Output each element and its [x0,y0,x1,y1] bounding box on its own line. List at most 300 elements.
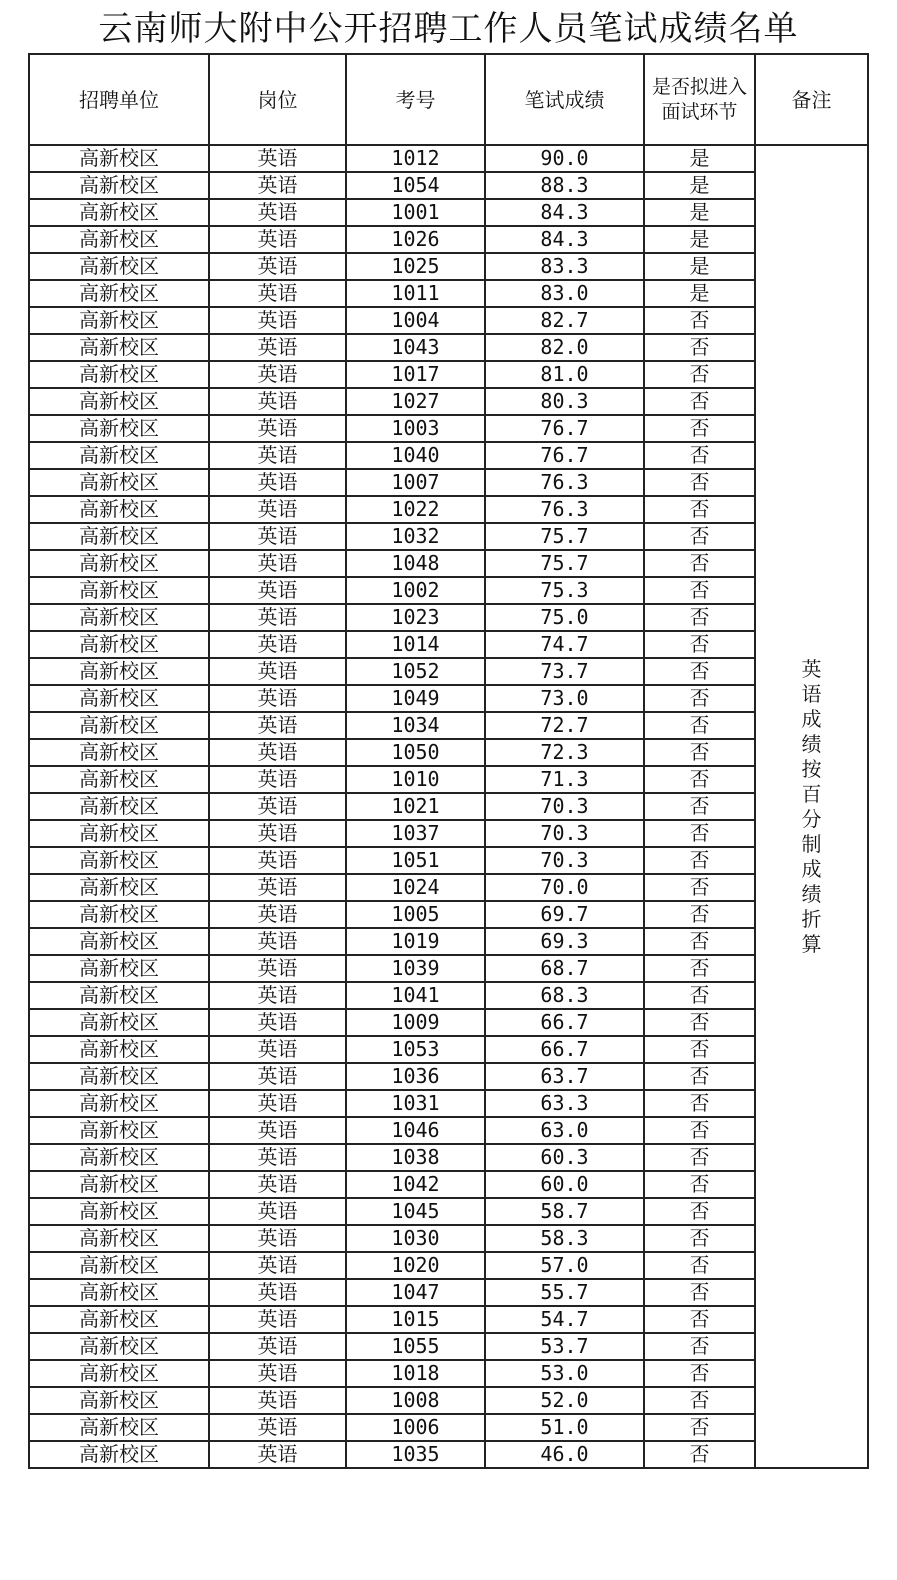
cell-position: 英语 [209,820,346,847]
cell-exam-no: 1051 [346,847,485,874]
cell-unit: 高新校区 [29,928,209,955]
cell-position: 英语 [209,1063,346,1090]
cell-interview: 否 [644,982,755,1009]
cell-score: 73.0 [485,685,644,712]
cell-position: 英语 [209,1279,346,1306]
cell-interview: 否 [644,901,755,928]
table-row [29,145,868,172]
remark-cell [755,145,868,1468]
cell-exam-no: 1010 [346,766,485,793]
table-row [29,1144,868,1171]
cell-interview: 否 [644,334,755,361]
cell-unit: 高新校区 [29,334,209,361]
cell-interview: 是 [644,253,755,280]
cell-exam-no: 1046 [346,1117,485,1144]
cell-interview: 否 [644,469,755,496]
cell-exam-no: 1008 [346,1387,485,1414]
table-row [29,1036,868,1063]
cell-position: 英语 [209,685,346,712]
cell-position: 英语 [209,361,346,388]
cell-score: 66.7 [485,1036,644,1063]
cell-score: 76.3 [485,469,644,496]
cell-unit: 高新校区 [29,1036,209,1063]
cell-unit: 高新校区 [29,739,209,766]
cell-interview: 否 [644,847,755,874]
cell-position: 英语 [209,280,346,307]
cell-position: 英语 [209,1306,346,1333]
cell-score: 84.3 [485,226,644,253]
cell-score: 80.3 [485,388,644,415]
table-row [29,793,868,820]
table-row [29,550,868,577]
cell-interview: 否 [644,1387,755,1414]
cell-interview: 否 [644,685,755,712]
cell-unit: 高新校区 [29,1441,209,1468]
cell-unit: 高新校区 [29,901,209,928]
cell-score: 69.3 [485,928,644,955]
table-row [29,739,868,766]
page-title: 云南师大附中公开招聘工作人员笔试成绩名单 [98,9,799,49]
table-row [29,361,868,388]
table-row [29,982,868,1009]
cell-position: 英语 [209,550,346,577]
cell-position: 英语 [209,1387,346,1414]
cell-interview: 否 [644,1117,755,1144]
table-row [29,307,868,334]
table-row [29,1252,868,1279]
cell-score: 70.3 [485,820,644,847]
cell-interview: 是 [644,280,755,307]
cell-interview: 是 [644,172,755,199]
cell-exam-no: 1037 [346,820,485,847]
cell-unit: 高新校区 [29,712,209,739]
cell-exam-no: 1047 [346,1279,485,1306]
cell-unit: 高新校区 [29,1387,209,1414]
cell-exam-no: 1002 [346,577,485,604]
cell-position: 英语 [209,1036,346,1063]
cell-unit: 高新校区 [29,820,209,847]
cell-score: 52.0 [485,1387,644,1414]
cell-score: 55.7 [485,1279,644,1306]
cell-unit: 高新校区 [29,604,209,631]
table-row [29,577,868,604]
cell-position: 英语 [209,1252,346,1279]
cell-score: 75.7 [485,550,644,577]
cell-position: 英语 [209,1198,346,1225]
cell-interview: 否 [644,1009,755,1036]
cell-exam-no: 1053 [346,1036,485,1063]
cell-unit: 高新校区 [29,631,209,658]
cell-score: 90.0 [485,145,644,172]
cell-score: 54.7 [485,1306,644,1333]
cell-interview: 否 [644,577,755,604]
table-row [29,1225,868,1252]
cell-interview: 否 [644,1279,755,1306]
cell-interview: 否 [644,955,755,982]
cell-unit: 高新校区 [29,469,209,496]
cell-position: 英语 [209,631,346,658]
cell-position: 英语 [209,847,346,874]
cell-unit: 高新校区 [29,874,209,901]
cell-unit: 高新校区 [29,307,209,334]
table-row [29,766,868,793]
cell-score: 63.3 [485,1090,644,1117]
cell-position: 英语 [209,901,346,928]
cell-position: 英语 [209,1225,346,1252]
cell-position: 英语 [209,199,346,226]
cell-unit: 高新校区 [29,1090,209,1117]
cell-unit: 高新校区 [29,1171,209,1198]
cell-position: 英语 [209,334,346,361]
cell-unit: 高新校区 [29,361,209,388]
cell-interview: 否 [644,820,755,847]
cell-interview: 否 [644,1360,755,1387]
cell-score: 46.0 [485,1441,644,1468]
cell-unit: 高新校区 [29,793,209,820]
cell-exam-no: 1045 [346,1198,485,1225]
cell-score: 68.7 [485,955,644,982]
cell-unit: 高新校区 [29,550,209,577]
cell-interview: 否 [644,496,755,523]
table-row [29,496,868,523]
cell-unit: 高新校区 [29,658,209,685]
cell-unit: 高新校区 [29,523,209,550]
cell-interview: 否 [644,766,755,793]
cell-exam-no: 1012 [346,145,485,172]
cell-score: 76.7 [485,415,644,442]
table-row [29,604,868,631]
cell-position: 英语 [209,1360,346,1387]
table-row [29,253,868,280]
cell-interview: 否 [644,1414,755,1441]
cell-exam-no: 1023 [346,604,485,631]
cell-unit: 高新校区 [29,442,209,469]
cell-score: 66.7 [485,1009,644,1036]
cell-score: 82.0 [485,334,644,361]
cell-interview: 否 [644,1306,755,1333]
cell-exam-no: 1038 [346,1144,485,1171]
cell-unit: 高新校区 [29,1144,209,1171]
cell-exam-no: 1039 [346,955,485,982]
table-row [29,1090,868,1117]
cell-exam-no: 1050 [346,739,485,766]
table-row [29,172,868,199]
cell-score: 70.3 [485,793,644,820]
cell-position: 英语 [209,793,346,820]
header-position: 岗位 [209,54,346,145]
cell-position: 英语 [209,1144,346,1171]
cell-score: 63.0 [485,1117,644,1144]
cell-unit: 高新校区 [29,1117,209,1144]
cell-unit: 高新校区 [29,1333,209,1360]
cell-position: 英语 [209,1171,346,1198]
cell-interview: 否 [644,1036,755,1063]
cell-position: 英语 [209,226,346,253]
cell-exam-no: 1042 [346,1171,485,1198]
table-row [29,874,868,901]
cell-interview: 否 [644,388,755,415]
cell-score: 60.0 [485,1171,644,1198]
cell-exam-no: 1003 [346,415,485,442]
cell-interview: 否 [644,928,755,955]
table-row [29,658,868,685]
cell-interview: 否 [644,658,755,685]
header-unit: 招聘单位 [29,54,209,145]
cell-interview: 否 [644,415,755,442]
cell-position: 英语 [209,928,346,955]
cell-position: 英语 [209,955,346,982]
table-row [29,469,868,496]
cell-exam-no: 1032 [346,523,485,550]
cell-position: 英语 [209,577,346,604]
cell-position: 英语 [209,145,346,172]
table-row [29,1117,868,1144]
cell-interview: 否 [644,361,755,388]
cell-unit: 高新校区 [29,280,209,307]
table-row [29,388,868,415]
cell-position: 英语 [209,1090,346,1117]
cell-position: 英语 [209,1009,346,1036]
cell-score: 63.7 [485,1063,644,1090]
cell-score: 71.3 [485,766,644,793]
table-body [29,54,868,1468]
table-row [29,280,868,307]
cell-score: 70.3 [485,847,644,874]
cell-position: 英语 [209,739,346,766]
cell-position: 英语 [209,1333,346,1360]
table-row [29,1387,868,1414]
table-row [29,1171,868,1198]
cell-exam-no: 1015 [346,1306,485,1333]
cell-score: 68.3 [485,982,644,1009]
cell-score: 76.3 [485,496,644,523]
cell-unit: 高新校区 [29,172,209,199]
cell-score: 60.3 [485,1144,644,1171]
cell-exam-no: 1020 [346,1252,485,1279]
cell-score: 70.0 [485,874,644,901]
cell-position: 英语 [209,1117,346,1144]
cell-interview: 是 [644,199,755,226]
cell-exam-no: 1022 [346,496,485,523]
cell-score: 51.0 [485,1414,644,1441]
cell-interview: 否 [644,1333,755,1360]
cell-exam-no: 1007 [346,469,485,496]
table-row [29,1009,868,1036]
cell-score: 72.3 [485,739,644,766]
cell-interview: 否 [644,739,755,766]
cell-exam-no: 1014 [346,631,485,658]
table-row [29,928,868,955]
cell-exam-no: 1025 [346,253,485,280]
table-row [29,1198,868,1225]
cell-position: 英语 [209,253,346,280]
cell-score: 57.0 [485,1252,644,1279]
cell-exam-no: 1027 [346,388,485,415]
cell-score: 81.0 [485,361,644,388]
table-row [29,199,868,226]
cell-unit: 高新校区 [29,577,209,604]
cell-score: 75.7 [485,523,644,550]
table-row [29,901,868,928]
cell-position: 英语 [209,658,346,685]
cell-exam-no: 1026 [346,226,485,253]
cell-exam-no: 1043 [346,334,485,361]
cell-exam-no: 1006 [346,1414,485,1441]
cell-position: 英语 [209,388,346,415]
table-row [29,334,868,361]
cell-exam-no: 1036 [346,1063,485,1090]
cell-position: 英语 [209,712,346,739]
cell-exam-no: 1054 [346,172,485,199]
cell-interview: 否 [644,307,755,334]
cell-score: 53.0 [485,1360,644,1387]
cell-score: 72.7 [485,712,644,739]
cell-exam-no: 1030 [346,1225,485,1252]
cell-interview: 否 [644,1198,755,1225]
cell-score: 83.0 [485,280,644,307]
cell-unit: 高新校区 [29,766,209,793]
cell-score: 88.3 [485,172,644,199]
cell-position: 英语 [209,874,346,901]
cell-unit: 高新校区 [29,1252,209,1279]
table-row [29,1279,868,1306]
cell-exam-no: 1034 [346,712,485,739]
cell-interview: 是 [644,145,755,172]
cell-score: 53.7 [485,1333,644,1360]
cell-position: 英语 [209,523,346,550]
cell-score: 58.3 [485,1225,644,1252]
cell-score: 73.7 [485,658,644,685]
cell-interview: 否 [644,1171,755,1198]
table-row [29,415,868,442]
cell-exam-no: 1011 [346,280,485,307]
cell-exam-no: 1004 [346,307,485,334]
cell-score: 75.0 [485,604,644,631]
cell-position: 英语 [209,766,346,793]
header-interview: 是否拟进入面试环节 [644,54,755,145]
table-row [29,1063,868,1090]
table-row [29,1306,868,1333]
cell-position: 英语 [209,1441,346,1468]
cell-unit: 高新校区 [29,982,209,1009]
cell-score: 83.3 [485,253,644,280]
cell-unit: 高新校区 [29,226,209,253]
cell-unit: 高新校区 [29,496,209,523]
cell-exam-no: 1035 [346,1441,485,1468]
header-remark: 备注 [755,54,868,145]
score-table [28,53,869,1469]
table-row [29,955,868,982]
cell-position: 英语 [209,307,346,334]
cell-unit: 高新校区 [29,1198,209,1225]
cell-exam-no: 1019 [346,928,485,955]
table-row [29,226,868,253]
cell-interview: 否 [644,442,755,469]
cell-exam-no: 1040 [346,442,485,469]
cell-exam-no: 1005 [346,901,485,928]
table-row [29,523,868,550]
cell-score: 75.3 [485,577,644,604]
cell-exam-no: 1021 [346,793,485,820]
table-row [29,442,868,469]
cell-position: 英语 [209,496,346,523]
cell-exam-no: 1024 [346,874,485,901]
cell-unit: 高新校区 [29,1009,209,1036]
table-row [29,1441,868,1468]
cell-score: 84.3 [485,199,644,226]
cell-unit: 高新校区 [29,1360,209,1387]
cell-interview: 否 [644,1144,755,1171]
cell-exam-no: 1052 [346,658,485,685]
cell-interview: 否 [644,874,755,901]
cell-unit: 高新校区 [29,1306,209,1333]
cell-interview: 否 [644,1441,755,1468]
cell-unit: 高新校区 [29,955,209,982]
cell-unit: 高新校区 [29,1063,209,1090]
cell-exam-no: 1049 [346,685,485,712]
cell-unit: 高新校区 [29,388,209,415]
table-row [29,820,868,847]
cell-unit: 高新校区 [29,253,209,280]
table-row [29,1414,868,1441]
cell-position: 英语 [209,982,346,1009]
cell-interview: 否 [644,604,755,631]
cell-exam-no: 1018 [346,1360,485,1387]
remark-text: 英语成绩按百分制成绩折算 [801,656,822,956]
header-exam-no: 考号 [346,54,485,145]
cell-score: 58.7 [485,1198,644,1225]
cell-score: 76.7 [485,442,644,469]
header-score: 笔试成绩 [485,54,644,145]
cell-interview: 否 [644,712,755,739]
cell-interview: 否 [644,1225,755,1252]
cell-unit: 高新校区 [29,1414,209,1441]
cell-position: 英语 [209,604,346,631]
cell-score: 82.7 [485,307,644,334]
cell-interview: 是 [644,226,755,253]
cell-score: 69.7 [485,901,644,928]
cell-position: 英语 [209,415,346,442]
cell-unit: 高新校区 [29,685,209,712]
table-row [29,712,868,739]
table-row [29,1333,868,1360]
cell-position: 英语 [209,172,346,199]
cell-unit: 高新校区 [29,199,209,226]
cell-interview: 否 [644,793,755,820]
table-row [29,847,868,874]
cell-unit: 高新校区 [29,847,209,874]
cell-interview: 否 [644,1252,755,1279]
table-row [29,631,868,658]
cell-exam-no: 1001 [346,199,485,226]
cell-exam-no: 1048 [346,550,485,577]
table-row [29,685,868,712]
cell-position: 英语 [209,1414,346,1441]
cell-interview: 否 [644,1063,755,1090]
cell-position: 英语 [209,469,346,496]
cell-exam-no: 1031 [346,1090,485,1117]
cell-interview: 否 [644,1090,755,1117]
cell-exam-no: 1055 [346,1333,485,1360]
cell-exam-no: 1017 [346,361,485,388]
table-row [29,1360,868,1387]
cell-interview: 否 [644,631,755,658]
cell-exam-no: 1009 [346,1009,485,1036]
cell-exam-no: 1041 [346,982,485,1009]
cell-interview: 否 [644,550,755,577]
cell-interview: 否 [644,523,755,550]
cell-unit: 高新校区 [29,1279,209,1306]
